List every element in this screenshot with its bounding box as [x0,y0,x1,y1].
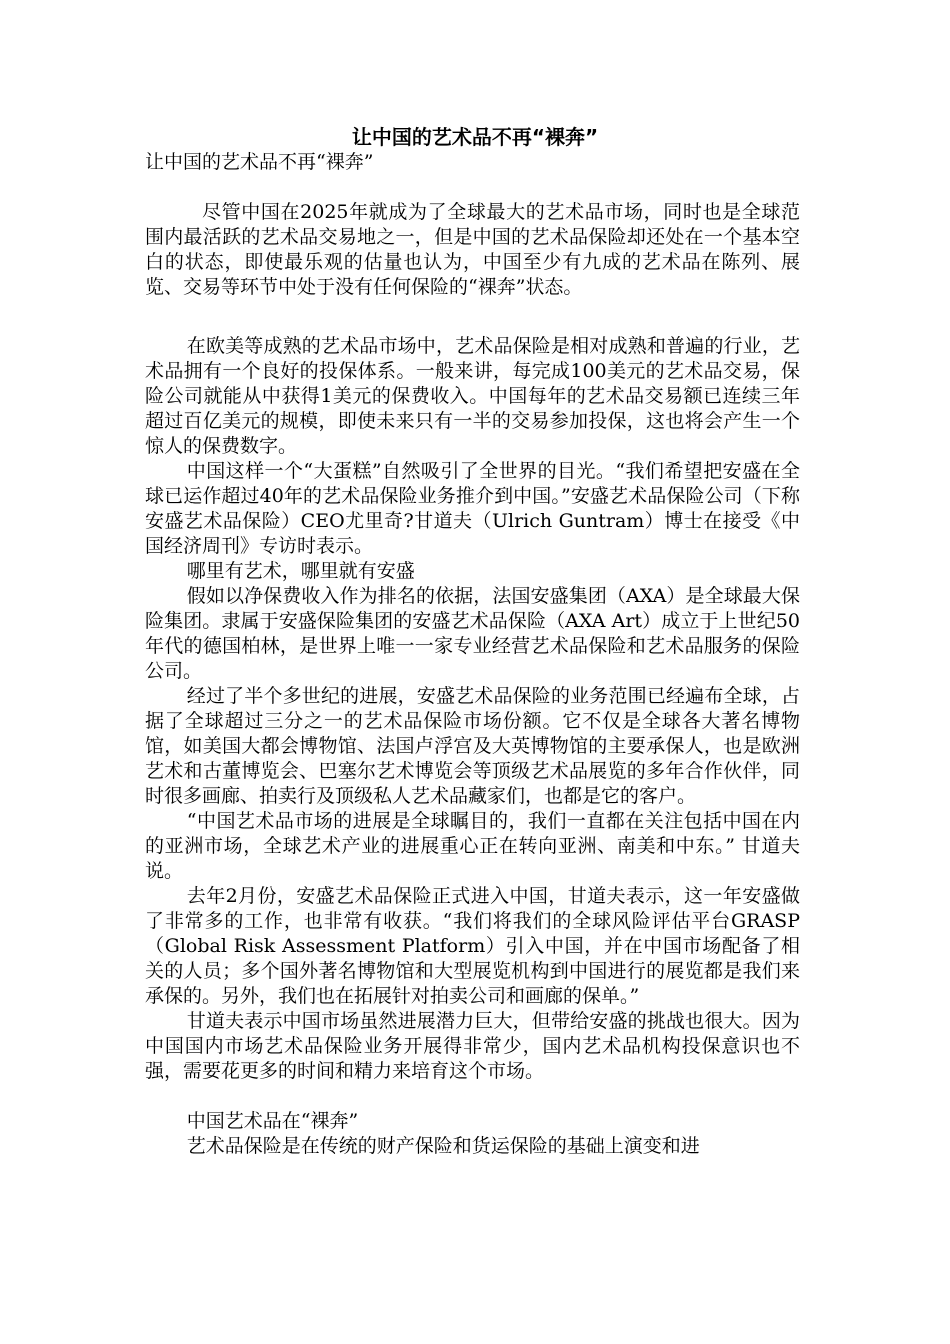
section-heading-1: 哪里有艺术，哪里就有安盛 [186,560,415,582]
paragraph-8: 甘道夫表示中国市场虽然进展潜力巨大，但带给安盛的挑战也很大。因为中国国内市场艺术品保险业务开展得非常少，国内艺术品机构投保意识也不强，需要花更多的时间和精力来培育这个市场。 [145,1010,800,1082]
paragraph-6: “中国艺术品市场的进展是全球瞩目的，我们一直都在关注包括中国在内的亚洲市场，全球艺术产业的进展重心正在转向亚洲、南美和中东。” 甘道夫说。 [145,810,800,882]
section-heading-2: 中国艺术品在“裸奔” [186,1110,359,1132]
paragraph-1: 尽管中国在2025年就成为了全球最大的艺术品市场，同时也是全球范围内最活跃的艺术品交易地之一，但是中国的艺术品保险却还处在一个基本空白的状态，即使最乐观的估量也认为，中国至少有九成的艺术品在陈列、展览、交易等环节中处于没有任何保险的“裸奔”状态。 [145,201,800,298]
paragraph-7: 去年2月份，安盛艺术品保险正式进入中国，甘道夫表示，这一年安盛做了非常多的工作，也非常有收获。“我们将我们的全球风险评估平台GRASP（Global Risk Assessment Platform）引入中国，并在中国市场配备了相关的人员；多个国外著名博物馆和大型展览机构到中国进行的展览都是我们来承保的。另外，我们也在拓展针对拍卖公司和画廊的保单。” [145,885,800,1007]
paragraph-9: 艺术品保险是在传统的财产保险和货运保险的基础上演变和进 [186,1135,700,1157]
document-subtitle: 让中国的艺术品不再“裸奔” [145,151,374,173]
spacer [145,175,800,200]
document-body [145,150,800,1159]
paragraph-4: 假如以净保费收入作为排名的依据，法国安盛集团（AXA）是全球最大保险集团。隶属于安盛保险集团的安盛艺术品保险（AXA Art）成立于上世纪50年代的德国柏林，是世界上唯一一家专业经营艺术品保险和艺术品服务的保险公司。 [145,585,800,682]
spacer [145,1084,800,1109]
spacer [145,300,800,334]
paragraph-5: 经过了半个多世纪的进展，安盛艺术品保险的业务范围已经遍布全球，占据了全球超过三分之一的艺术品保险市场份额。它不仅是全球各大著名博物馆，如美国大都会博物馆、法国卢浮宫及大英博物馆的主要承保人，也是欧洲艺术和古董博览会、巴塞尔艺术博览会等顶级艺术品展览的多年合作伙伴，同时很多画廊、拍卖行及顶级私人艺术品藏家们，也都是它的客户。 [145,685,800,807]
document-title: 让中国的艺术品不再“裸奔” [351,125,599,149]
paragraph-3: 中国这样一个“大蛋糕”自然吸引了全世界的目光。“我们希望把安盛在全球已运作超过40年的艺术品保险业务推介到中国。”安盛艺术品保险公司（下称安盛艺术品保险）CEO尤里奇?甘道夫（Ulrich Guntram）博士在接受《中国经济周刊》专访时表示。 [145,460,800,557]
paragraph-2: 在欧美等成熟的艺术品市场中，艺术品保险是相对成熟和普遍的行业，艺术品拥有一个良好的投保体系。一般来讲，每完成100美元的艺术品交易，保险公司就能从中获得1美元的保费收入。中国每年的艺术品交易额已连续三年超过百亿美元的规模，即使未来只有一半的交易参加投保，这也将会产生一个惊人的保费数字。 [145,335,800,457]
